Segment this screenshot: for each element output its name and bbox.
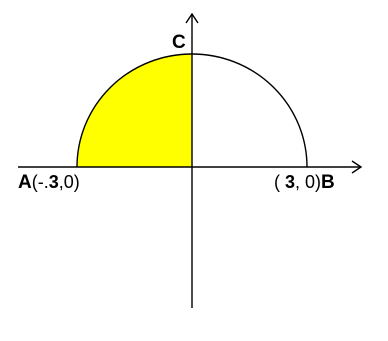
point-a-x-prefix: -.	[37, 172, 49, 192]
point-a-x-value: 3	[48, 172, 59, 192]
point-a-name: A	[18, 172, 32, 193]
point-c-label: C	[172, 32, 186, 53]
point-b-x-value: 3	[285, 172, 296, 192]
point-b-name: B	[321, 172, 335, 193]
shaded-quarter-region	[77, 54, 192, 167]
point-b-open-paren: (	[274, 172, 280, 192]
point-a-label	[18, 173, 80, 192]
point-a-open-paren: (	[31, 172, 38, 192]
point-b-label	[274, 173, 335, 192]
point-b-coord-rest: , 0)	[295, 172, 322, 192]
point-a-coord-rest: ,0)	[58, 172, 80, 192]
